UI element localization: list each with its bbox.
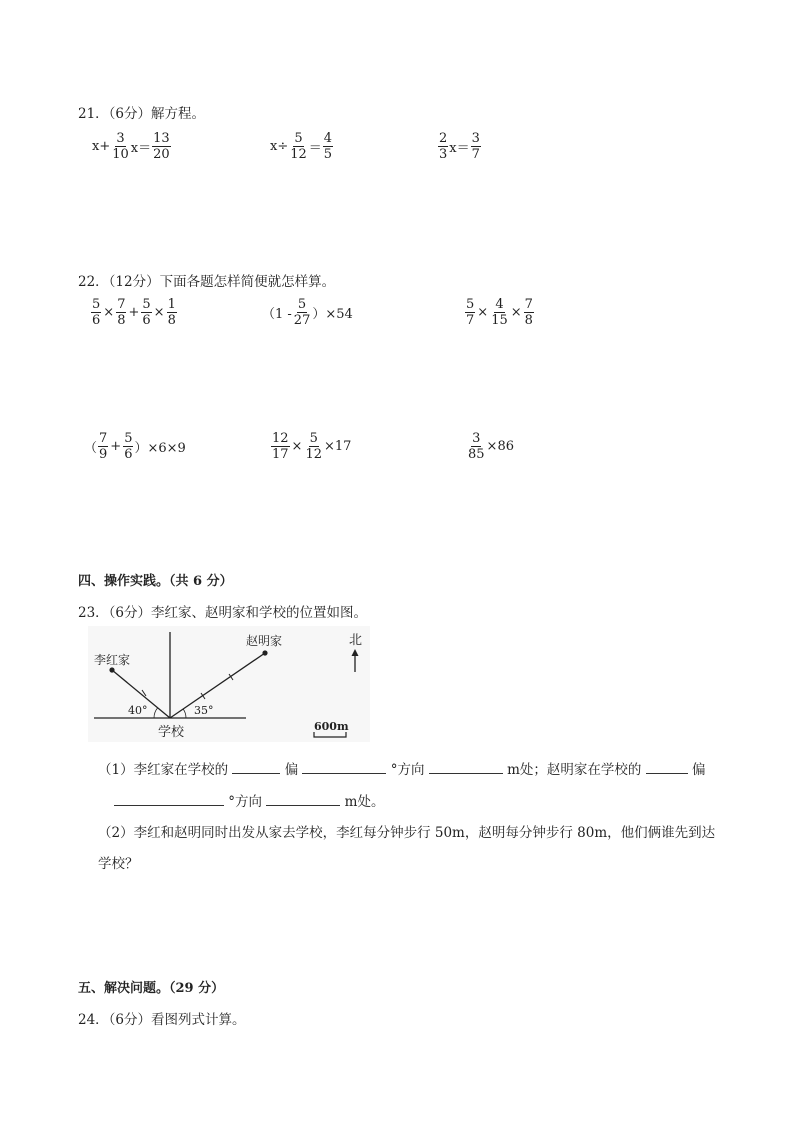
q22-expression-4: （ $\frac{7}{9}$ + $\frac{5}{6}$ ）×6×9: [84, 431, 186, 462]
eq-text: x÷: [270, 139, 289, 154]
fraction: $\frac{5}{6}$: [142, 297, 151, 328]
q22-expression-6: $\frac{3}{85}$ ×86: [468, 431, 514, 462]
fraction: $\frac{5}{12}$: [305, 431, 322, 462]
answer-blank[interactable]: [114, 793, 224, 806]
angle-right-label: 35°: [194, 704, 214, 717]
eq-text: x+: [92, 139, 111, 154]
zhaoming-label: 赵明家: [246, 634, 283, 648]
q23-part2-line2: 学校？: [98, 856, 139, 872]
lihong-label: 李红家: [94, 653, 131, 667]
answer-blank[interactable]: [302, 761, 386, 774]
q21-header: 21．（6分）解方程。: [78, 106, 206, 122]
q21-equation-1: [92, 132, 172, 161]
q22-expression-1: $\frac{5}{6}$ × $\frac{7}{8}$ + $\frac{5}{6}$ × $\frac{1}{8}$: [92, 297, 176, 328]
answer-blank[interactable]: [266, 793, 340, 806]
fraction: $\frac{7}{9}$: [99, 431, 108, 462]
fraction: $\frac{3}{85}$: [468, 431, 485, 462]
fraction: $\frac{2}{3}$: [439, 131, 448, 162]
school-label: 学校: [158, 725, 185, 740]
fraction: $\frac{13}{20}$: [153, 131, 170, 162]
fraction: $\frac{4}{5}$: [323, 131, 333, 162]
eq-text: x＝: [449, 141, 470, 156]
lihong-home-point: [109, 667, 114, 672]
fraction: $\frac{3}{10}$: [112, 131, 129, 162]
fraction: $\frac{5}{6}$: [92, 297, 101, 328]
section-4-title: 四、操作实践。（共 6 分）: [78, 574, 233, 589]
fraction: $\frac{3}{7}$: [471, 131, 480, 162]
q21-equation-3: [437, 132, 482, 161]
fraction: $\frac{5}{6}$: [124, 431, 133, 462]
answer-blank[interactable]: [232, 761, 280, 774]
zhaoming-home-point: [262, 650, 267, 655]
q22-expression-3: $\frac{5}{7}$ × $\frac{4}{15}$ × $\frac{7}{8}$: [466, 297, 533, 328]
q23-header: 23．（6分）李红家、赵明家和学校的位置如图。: [78, 605, 368, 621]
q23-part1-line2: °方向 m处。: [114, 790, 384, 810]
q22-header: 22．（12分）下面各题怎样简便就怎样算。: [78, 274, 336, 290]
fraction: $\frac{12}{17}$: [272, 431, 289, 462]
scale-label: 600m: [314, 720, 349, 733]
fraction: $\frac{7}{8}$: [524, 297, 533, 328]
fraction: $\frac{5}{12}$: [290, 131, 307, 162]
north-label: 北: [349, 633, 363, 648]
fraction: $\frac{4}{15}$: [491, 297, 508, 328]
eq-text: ＝: [308, 141, 322, 156]
fraction: $\frac{5}{7}$: [466, 297, 475, 328]
location-diagram: [88, 626, 370, 742]
fraction: $\frac{1}{8}$: [167, 297, 176, 328]
q21-equation-2: [270, 132, 334, 161]
q23-part1-line1: （1）李红家在学校的 偏 °方向 m处；赵明家在学校的 偏: [98, 762, 706, 778]
answer-blank[interactable]: [646, 761, 688, 774]
fraction: $\frac{7}{8}$: [117, 297, 126, 328]
q24-header: 24．（6分）看图列式计算。: [78, 1012, 246, 1028]
eq-text: x＝: [130, 141, 152, 156]
q22-expression-2: （1 - $\frac{5}{27}$ ）×54: [262, 297, 353, 328]
q22-expression-5: $\frac{12}{17}$ × $\frac{5}{12}$ ×17: [272, 431, 352, 462]
angle-left-label: 40°: [128, 704, 148, 717]
q23-part2-line1: （2）李红和赵明同时出发从家去学校，李红每分钟步行 50m，赵明每分钟步行 80m，他们俩谁先到达: [98, 825, 716, 841]
fraction: $\frac{5}{27}$: [293, 297, 311, 328]
section-5-title: 五、解决问题。（29 分）: [78, 981, 225, 996]
answer-blank[interactable]: [429, 761, 503, 774]
